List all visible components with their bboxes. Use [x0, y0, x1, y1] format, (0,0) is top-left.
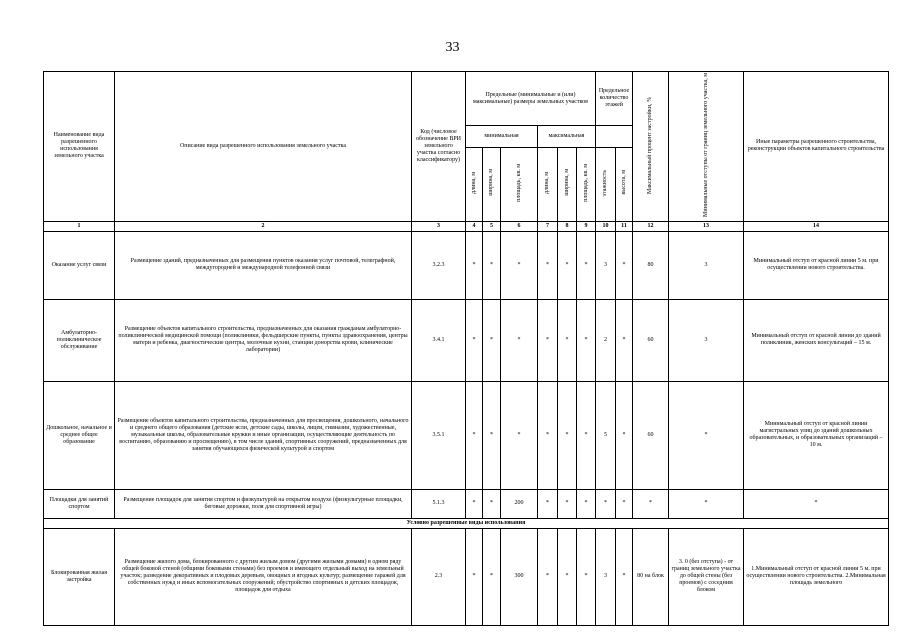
row-description: Размещение жилого дома, блокированного с другим жилым домом (другими жилыми домами) в одном ряду общей боковой стеной (общими боковыми стенами) без проемов и имеющего отдельный выход на земельный участок; разведение декоративных и плодовых деревьев, овощных и ягодных культур; размещение гаражей для собственных нужд и иных вспомогательных сооружений; обустройство спортивных и детских площадок, площадок для отдыха [115, 528, 412, 625]
section-row [44, 518, 889, 528]
header-description: Описание вида разрешенного использования земельного участка [115, 72, 412, 222]
min-length-text: длина, м [470, 171, 477, 194]
row-name: Оказание услуг связи [44, 231, 115, 299]
row-code: 3.5.1 [412, 381, 466, 489]
row-value: * [633, 489, 669, 518]
row-value: * [501, 231, 538, 299]
col-num: 5 [483, 221, 501, 231]
row-other-params: Минимальный отступ от красной линии до зданий поликлиник, женских консультаций – 15 м. [744, 299, 889, 381]
header-floors [596, 147, 616, 221]
row-value: 200 [501, 489, 538, 518]
row-value: 3 [596, 528, 616, 625]
col-num: 2 [115, 221, 412, 231]
row-value: * [466, 528, 483, 625]
table-row [44, 528, 889, 625]
row-name: Блокированная жилая застройка [44, 528, 115, 625]
table-row [44, 299, 889, 381]
row-value: * [577, 299, 596, 381]
header-size-limits: Предельные (минимальные и (или) максимальные) размеры земельных участков [466, 72, 596, 126]
row-value: * [558, 381, 577, 489]
col-num: 12 [633, 221, 669, 231]
row-value: * [577, 489, 596, 518]
row-name: Амбулаторно-поликлиническое обслуживание [44, 299, 115, 381]
row-value: * [558, 299, 577, 381]
page-number: 33 [445, 40, 460, 55]
col-num: 1 [44, 221, 115, 231]
row-value: * [538, 231, 558, 299]
row-value: * [501, 299, 538, 381]
row-value: 3 [669, 299, 744, 381]
header-code: Код (числовое обозначение ВРИ земельного участка согласно классификатору) [412, 72, 466, 222]
row-value: * [616, 381, 633, 489]
header-min: минимальная [466, 126, 538, 148]
header-floor-spacer [596, 126, 633, 148]
header-coverage [633, 72, 669, 222]
row-value: * [483, 528, 501, 625]
row-value: * [577, 381, 596, 489]
floors-text: этажность [602, 169, 608, 197]
row-code: 5.1.3 [412, 489, 466, 518]
row-value: * [483, 231, 501, 299]
row-value: * [669, 381, 744, 489]
min-area-text: площадь, кв. м [515, 163, 522, 202]
row-value: * [466, 489, 483, 518]
row-value: 80 [633, 231, 669, 299]
row-description: Размещение объектов капитального строительства, предназначенных для оказания гражданам амбулаторно-поликлинической медицинской помощи (поликлиники, фельдшерские пункты, пункты здравоохранения, центры матери и ребенка, диагностические центры, молочные кухни, станции донорства крови, клинические лаборатории) [115, 299, 412, 381]
header-max-width [558, 147, 577, 221]
col-num: 4 [466, 221, 483, 231]
header-max: максимальная [538, 126, 596, 148]
table-row [44, 381, 889, 489]
row-value: * [558, 528, 577, 625]
table-row [44, 489, 889, 518]
col-num: 10 [596, 221, 616, 231]
row-value: 60 [633, 299, 669, 381]
row-value: * [538, 299, 558, 381]
row-name: Дошкольное, начальное и среднее общее образование [44, 381, 115, 489]
row-value: * [596, 489, 616, 518]
row-value: * [466, 381, 483, 489]
header-coverage-text: Максимальный процент застройки, % [647, 96, 654, 194]
header-setbacks-text: Минимальные отступы от границ земельного участка, м [702, 73, 709, 217]
row-value: 3 [596, 231, 616, 299]
row-setbacks: 3. 0 (без отступа) - от границ земельного участка до общей стены (без проемов) с соседним блоком [669, 528, 744, 625]
row-value: * [483, 299, 501, 381]
row-value: * [558, 231, 577, 299]
header-setbacks [669, 72, 744, 222]
row-value: * [538, 489, 558, 518]
col-num: 7 [538, 221, 558, 231]
height-text: высота, м [620, 170, 627, 196]
max-length-text: длина, м [544, 171, 550, 194]
row-value: * [616, 231, 633, 299]
col-num: 14 [744, 221, 889, 231]
header-height [616, 147, 633, 221]
col-num: 9 [577, 221, 596, 231]
header-name: Наименование вида разрешенного использования земельного участка [44, 72, 115, 222]
row-other-params: * [744, 489, 889, 518]
col-num: 6 [501, 221, 538, 231]
row-value: * [466, 299, 483, 381]
max-area-text: площадь, кв. м [582, 163, 589, 202]
header-other: Иные параметры разрешенного строительства, реконструкции объектов капитального строительства [744, 72, 889, 222]
header-max-area [577, 147, 596, 221]
row-value: 3 [669, 231, 744, 299]
row-value: * [577, 528, 596, 625]
row-value: * [538, 381, 558, 489]
col-num: 11 [616, 221, 633, 231]
row-value: * [483, 381, 501, 489]
row-value: 80 на блок [633, 528, 669, 625]
row-description: Размещение площадок для занятия спортом и физкультурой на открытом воздухе (физкультурные площадки, беговые дорожки, поля для спортивной игры) [115, 489, 412, 518]
row-value: * [669, 489, 744, 518]
max-width-text: ширина, м [563, 169, 570, 197]
row-value: * [558, 489, 577, 518]
min-width-text: ширина, м [488, 169, 494, 197]
row-value: * [616, 299, 633, 381]
header-max-length [538, 147, 558, 221]
row-code: 2.3 [412, 528, 466, 625]
row-value: 60 [633, 381, 669, 489]
column-number-row [44, 221, 889, 231]
row-value: 300 [501, 528, 538, 625]
row-other-params: Минимальный отступ от красной линии магистральных улиц до зданий дошкольных образовательных, и образовательных организаций – 10 м. [744, 381, 889, 489]
header-min-area [501, 147, 538, 221]
header-floor-limits: Предельное количество этажей [596, 72, 633, 126]
row-description: Размещение объектов капитального строительства, предназначенных для просвещения, дошкольного, начального и среднего общего образования (детские ясли, детские сады, школы, лицеи, гимназии, художественные, музыкальные школы, образовательные кружки и иные организации, осуществляющие деятельность по воспитанию, образованию и просвещению), в том числе зданий, спортивных сооружений, предназначенных для занятия обучающихся физической культурой и спортом [115, 381, 412, 489]
land-use-table [43, 71, 889, 626]
row-value: * [466, 231, 483, 299]
row-code: 3.2.3 [412, 231, 466, 299]
row-code: 3.4.1 [412, 299, 466, 381]
row-value: 5 [596, 381, 616, 489]
row-value: * [616, 489, 633, 518]
section-title: Условно разрешенные виды использования [44, 518, 889, 528]
row-other-params: Минимальный отступ от красной линии 5 м. при осуществлении нового строительства. [744, 231, 889, 299]
row-value: * [501, 381, 538, 489]
header-min-width [483, 147, 501, 221]
row-value: 2 [596, 299, 616, 381]
header-row-1 [44, 72, 889, 126]
col-num: 8 [558, 221, 577, 231]
table-row [44, 231, 889, 299]
row-value: * [483, 489, 501, 518]
col-num: 3 [412, 221, 466, 231]
row-value: * [616, 528, 633, 625]
row-value: * [577, 231, 596, 299]
col-num: 13 [669, 221, 744, 231]
row-name: Площадки для занятий спортом [44, 489, 115, 518]
row-value: * [538, 528, 558, 625]
header-min-length [466, 147, 483, 221]
row-description: Размещение зданий, предназначенных для размещения пунктов оказания услуг почтовой, телеграфной, междугородней и международной телефонной связи [115, 231, 412, 299]
row-other-params: 1.Минимальный отступ от красной линии 5 м. при осуществлении нового строительства. 2.Минимальная площадь земельного [744, 528, 889, 625]
